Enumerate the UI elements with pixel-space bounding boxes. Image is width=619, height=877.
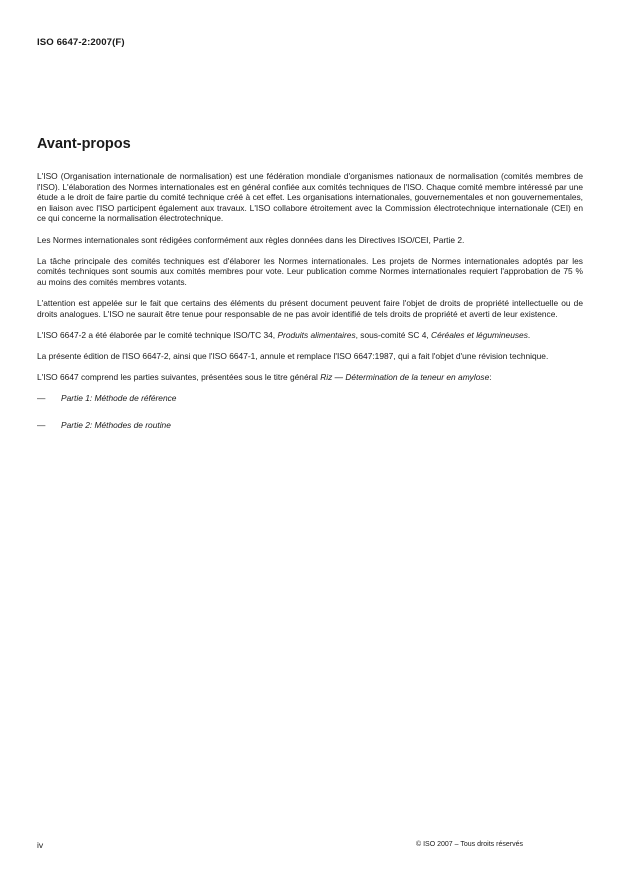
list-item <box>37 393 583 404</box>
parts-list <box>37 393 583 430</box>
p5-italic-products: Produits alimentaires <box>277 329 356 340</box>
paragraph-iso-organisation: L'ISO (Organisation internationale de normalisation) est une fédération mondiale d'organismes nationaux de normalisation (comités membres de l'ISO). L'élaboration des Normes internationales est en général confiée aux comités techniques de l'ISO. Chaque comité membre intéressé par une étude a le droit de faire partie du comité technique créé à cet effet. Les organisations internationales, gouvernementales et non gouvernementales, en liaison avec l'ISO participent également aux travaux. L'ISO collabore étroitement avec la Commission électrotechnique internationale (CEI) en ce qui concerne la normalisation électrotechnique. <box>37 171 583 224</box>
dash-bullet: — <box>37 393 46 404</box>
part-label: Partie 2: Méthodes de routine <box>61 420 171 431</box>
part-label: Partie 1: Méthode de référence <box>61 393 177 404</box>
dash-bullet: — <box>37 420 46 431</box>
paragraph-parts-intro <box>37 372 583 383</box>
paragraph-technical-committees: La tâche principale des comités techniques est d'élaborer les Normes internationales. Les projets de Normes internationales adoptés par les comités techniques sont soumis aux comités membres pour vote. Leur publication comme Normes internationales requiert l'approbation de 75 % au moins des comités membres votants. <box>37 255 583 287</box>
footer-copyright: © ISO 2007 – Tous droits réservés <box>416 841 523 848</box>
paragraph-committee-info <box>37 330 583 341</box>
p7-text-after: : <box>489 372 492 383</box>
paragraph-patent-rights: L'attention est appelée sur le fait que certains des éléments du présent document peuvent faire l'objet de droits de propriété intellectuelle ou de droits analogues. L'ISO ne saurait être tenue pour responsable de ne pas avoir identifié de tels droits de propriété et averti de leur existence. <box>37 298 583 319</box>
p5-text-after: . <box>527 329 531 340</box>
page-title: Avant-propos <box>37 136 131 152</box>
foreword-content <box>37 171 583 447</box>
p5-italic-cereals: Céréales et légumineuses <box>431 329 528 340</box>
footer-page-number: iv <box>37 840 44 850</box>
p7-text-before: L'ISO 6647 comprend les parties suivantes, présentées sous le titre général <box>37 372 321 383</box>
p7-italic-title: Riz — Détermination de la teneur en amylose <box>320 372 490 383</box>
p5-text-before: L'ISO 6647-2 a été élaborée par le comité technique ISO/TC 34, <box>37 329 278 340</box>
p5-text-middle: , sous-comité SC 4, <box>355 329 432 340</box>
list-item <box>37 420 583 431</box>
page-header: ISO 6647-2:2007(F) <box>37 37 125 48</box>
paragraph-directives: Les Normes internationales sont rédigées conformément aux règles données dans les Directives ISO/CEI, Partie 2. <box>37 234 465 245</box>
paragraph-edition: La présente édition de l'ISO 6647-2, ainsi que l'ISO 6647-1, annule et remplace l'ISO 6647:1987, qui a fait l'objet d'une révision technique. <box>37 351 549 362</box>
